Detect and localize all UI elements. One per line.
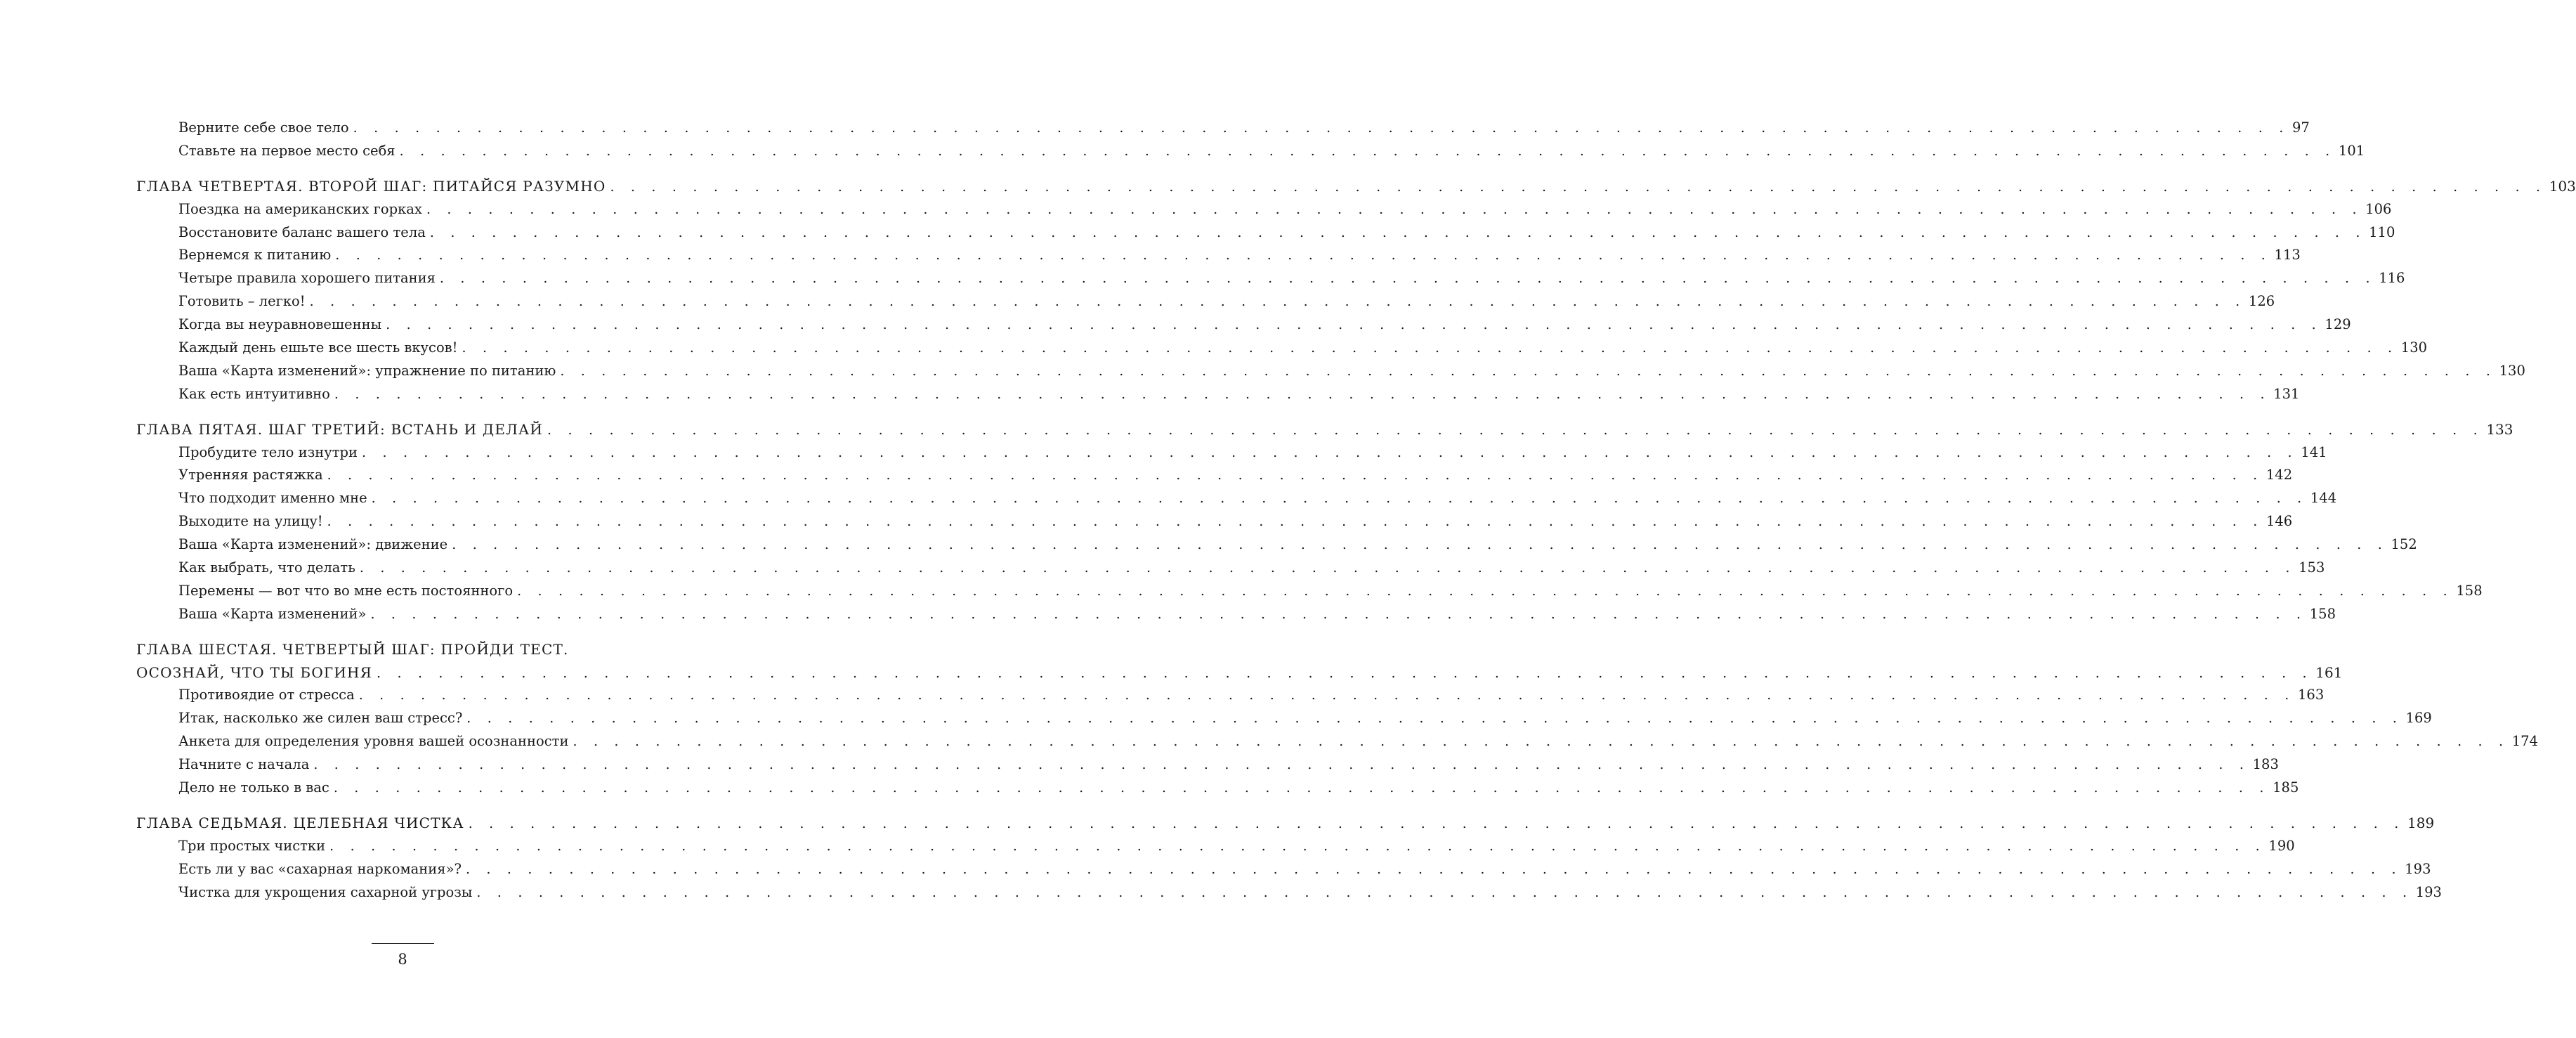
toc-entry-page: 142 bbox=[2266, 467, 2293, 484]
toc-entry-page: 193 bbox=[2415, 883, 2442, 900]
toc-entry-page: 158 bbox=[2309, 605, 2336, 622]
toc-entry-title: Ваша «Карта изменений»: упражнение по питанию bbox=[178, 362, 556, 379]
toc-entry-page: 101 bbox=[2338, 142, 2365, 159]
toc-entry-title: ГЛАВА ПЯТАЯ. ШАГ ТРЕТИЙ: ВСТАНЬ И ДЕЛАЙ bbox=[136, 420, 544, 438]
toc-entry-title: Как есть интуитивно bbox=[178, 385, 330, 402]
toc-section-entry[interactable] bbox=[136, 710, 2432, 733]
toc-entry-page: 131 bbox=[2273, 385, 2300, 402]
toc-entry-title: Ваша «Карта изменений» bbox=[178, 605, 367, 622]
toc-entry-title: Выходите на улицу! bbox=[178, 513, 323, 530]
toc-section-entry[interactable] bbox=[136, 756, 2279, 779]
toc-entry-title: Когда вы неуравновешенны bbox=[178, 316, 382, 333]
toc-section-entry[interactable] bbox=[136, 385, 2300, 409]
dot-leader: . . . . . . . . . . . . . . . . . . . . . . . . . . . . . . . . . . . . . . . . . . . . . . . . . . . . . . . . . . . . . . . . . . . . . . . . . . . . . . . . . . . . . . . . . . . . . . bbox=[468, 815, 2405, 831]
toc-entry-page: 133 bbox=[2486, 420, 2513, 438]
toc-section-entry[interactable] bbox=[136, 513, 2293, 536]
toc-entry-page: 185 bbox=[2273, 779, 2299, 796]
toc-section-entry[interactable] bbox=[136, 293, 2275, 316]
toc-entry-title: Дело не только в вас bbox=[178, 779, 329, 796]
toc-entry-title: Утренняя растяжка bbox=[178, 467, 323, 484]
dot-leader: . . . . . . . . . . . . . . . . . . . . . . . . . . . . . . . . . . . . . . . . . . . . . . . . . . . . . . . . . . . . . . . . . . . . . . . . . . . . . . . . . . . . . . . . . . . . . . bbox=[439, 271, 2376, 287]
dot-leader: . . . . . . . . . . . . . . . . . . . . . . . . . . . . . . . . . . . . . . . . . . . . . . . . . . . . . . . . . . . . . . . . . . . . . . . . . . . . . . . . . . . . . . . . . . . . . . bbox=[309, 294, 2246, 310]
toc-section-entry[interactable] bbox=[136, 536, 2417, 559]
toc-entry-title: Начните с начала bbox=[178, 756, 310, 773]
table-of-contents bbox=[136, 119, 2576, 907]
dot-leader: . . . . . . . . . . . . . . . . . . . . . . . . . . . . . . . . . . . . . . . . . . . . . . . . . . . . . . . . . . . . . . . . . . . . . . . . . . . . . . . . . . . . . . . . . . . . . . bbox=[329, 838, 2266, 854]
toc-entry-page: 113 bbox=[2274, 247, 2301, 264]
dot-leader: . . . . . . . . . . . . . . . . . . . . . . . . . . . . . . . . . . . . . . . . . . . . . . . . . . . . . . . . . . . . . . . . . . . . . . . . . . . . . . . . . . . . . . . . . . . . . . bbox=[426, 201, 2363, 217]
toc-section-entry[interactable] bbox=[136, 837, 2295, 861]
toc-chapter-entry[interactable] bbox=[136, 420, 2513, 444]
toc-entry-title: Поездка на американских горках bbox=[178, 200, 422, 217]
dot-leader: . . . . . . . . . . . . . . . . . . . . . . . . . . . . . . . . . . . . . . . . . . . . . . . . . . . . . . . . . . . . . . . . . . . . . . . . . . . . . . . . . . . . . . . . . . . . . . bbox=[560, 363, 2497, 379]
toc-entry-page: 152 bbox=[2391, 536, 2417, 553]
dot-leader: . . . . . . . . . . . . . . . . . . . . . . . . . . . . . . . . . . . . . . . . . . . . . . . . . . . . . . . . . . . . . . . . . . . . . . . . . . . . . . . . . . . . . . . . . . . . . . bbox=[353, 120, 2289, 136]
dot-leader: . . . . . . . . . . . . . . . . . . . . . . . . . . . . . . . . . . . . . . . . . . . . . . . . . . . . . . . . . . . . . . . . . . . . . . . . . . . . . . . . . . . . . . . . . . . . . . bbox=[371, 491, 2308, 507]
toc-section-entry[interactable] bbox=[136, 119, 2310, 143]
toc-entry-title: Готовить – легко! bbox=[178, 293, 306, 310]
toc-entry-title: ОСОЗНАЙ, ЧТО ТЫ БОГИНЯ bbox=[136, 663, 372, 681]
toc-entry-title: Вернемся к питанию bbox=[178, 247, 332, 264]
toc-entry-title: Четыре правила хорошего питания bbox=[178, 270, 436, 287]
toc-entry-page: 193 bbox=[2405, 860, 2431, 877]
toc-entry-title: Противоядие от стресса bbox=[178, 687, 355, 703]
toc-entry-page: 153 bbox=[2299, 559, 2325, 576]
footer-rule bbox=[372, 943, 434, 944]
dot-leader: . . . . . . . . . . . . . . . . . . . . . . . . . . . . . . . . . . . . . . . . . . . . . . . . . . . . . . . . . . . . . . . . . . . . . . . . . . . . . . . . . . . . . . . . . . . . . . bbox=[573, 734, 2509, 750]
dot-leader: . . . . . . . . . . . . . . . . . . . . . . . . . . . . . . . . . . . . . . . . . . . . . . . . . . . . . . . . . . . . . . . . . . . . . . . . . . . . . . . . . . . . . . . . . . . . . . bbox=[377, 665, 2313, 681]
dot-leader: . . . . . . . . . . . . . . . . . . . . . . . . . . . . . . . . . . . . . . . . . . . . . . . . . . . . . . . . . . . . . . . . . . . . . . . . . . . . . . . . . . . . . . . . . . . . . . bbox=[313, 757, 2250, 773]
toc-entry-title: Пробудите тело изнутри bbox=[178, 443, 358, 460]
toc-entry-page: 126 bbox=[2248, 293, 2275, 310]
dot-leader: . . . . . . . . . . . . . . . . . . . . . . . . . . . . . . . . . . . . . . . . . . . . . . . . . . . . . . . . . . . . . . . . . . . . . . . . . . . . . . . . . . . . . . . . . . . . . . bbox=[335, 247, 2272, 264]
toc-entry-title: Итак, насколько же силен ваш стресс? bbox=[178, 710, 463, 727]
dot-leader: . . . . . . . . . . . . . . . . . . . . . . . . . . . . . . . . . . . . . . . . . . . . . . . . . . . . . . . . . . . . . . . . . . . . . . . . . . . . . . . . . . . . . . . . . . . . . . bbox=[466, 711, 2403, 727]
toc-section-entry[interactable] bbox=[136, 467, 2293, 490]
toc-entry-page: 146 bbox=[2266, 513, 2293, 530]
toc-entry-page: 130 bbox=[2400, 339, 2428, 356]
toc-entry-page: 183 bbox=[2252, 756, 2279, 773]
toc-entry-title: Верните себе свое тело bbox=[178, 119, 349, 136]
toc-section-entry[interactable] bbox=[136, 362, 2525, 386]
toc-entry-title: Восстановите баланс вашего тела bbox=[178, 223, 426, 240]
toc-entry-page: 103 bbox=[2549, 177, 2576, 195]
dot-leader: . . . . . . . . . . . . . . . . . . . . . . . . . . . . . . . . . . . . . . . . . . . . . . . . . . . . . . . . . . . . . . . . . . . . . . . . . . . . . . . . . . . . . . . . . . . . . . bbox=[465, 861, 2402, 877]
dot-leader: . . . . . . . . . . . . . . . . . . . . . . . . . . . . . . . . . . . . . . . . . . . . . . . . . . . . . . . . . . . . . . . . . . . . . . . . . . . . . . . . . . . . . . . . . . . . . . bbox=[333, 780, 2270, 796]
toc-section-entry[interactable] bbox=[136, 582, 2483, 606]
dot-leader: . . . . . . . . . . . . . . . . . . . . . . . . . . . . . . . . . . . . . . . . . . . . . . . . . . . . . . . . . . . . . . . . . . . . . . . . . . . . . . . . . . . . . . . . . . . . . . bbox=[334, 386, 2271, 402]
toc-entry-title: Перемены — вот что во мне есть постоянного bbox=[178, 582, 514, 599]
toc-entry-title: ГЛАВА ШЕСТАЯ. ЧЕТВЕРТЫЙ ШАГ: ПРОЙДИ ТЕСТ. bbox=[136, 640, 569, 658]
toc-section-entry[interactable] bbox=[136, 860, 2431, 884]
dot-leader: . . . . . . . . . . . . . . . . . . . . . . . . . . . . . . . . . . . . . . . . . . . . . . . . . . . . . . . . . . . . . . . . . . . . . . . . . . . . . . . . . . . . . . . . . . . . . . bbox=[362, 444, 2299, 460]
page-number: 8 bbox=[398, 951, 407, 968]
dot-leader: . . . . . . . . . . . . . . . . . . . . . . . . . . . . . . . . . . . . . . . . . . . . . . . . . . . . . . . . . . . . . . . . . . . . . . . . . . . . . . . . . . . . . . . . . . . . . . bbox=[476, 884, 2413, 900]
toc-entry-title: Три простых чистки bbox=[178, 837, 326, 854]
dot-leader: . . . . . . . . . . . . . . . . . . . . . . . . . . . . . . . . . . . . . . . . . . . . . . . . . . . . . . . . . . . . . . . . . . . . . . . . . . . . . . . . . . . . . . . . . . . . . . bbox=[429, 224, 2367, 240]
toc-entry-title: Есть ли у вас «сахарная наркомания»? bbox=[178, 860, 462, 877]
toc-entry-page: 106 bbox=[2365, 200, 2392, 217]
toc-section-entry[interactable] bbox=[136, 779, 2299, 803]
dot-leader: . . . . . . . . . . . . . . . . . . . . . . . . . . . . . . . . . . . . . . . . . . . . . . . . . . . . . . . . . . . . . . . . . . . . . . . . . . . . . . . . . . . . . . . . . . . . . . bbox=[399, 143, 2336, 159]
toc-section-entry[interactable] bbox=[136, 270, 2405, 293]
toc-section-entry[interactable] bbox=[136, 200, 2392, 224]
toc-chapter-entry[interactable] bbox=[136, 814, 2435, 838]
toc-entry-title: Что подходит именно мне bbox=[178, 490, 367, 507]
toc-entry-page: 116 bbox=[2379, 270, 2405, 287]
toc-section-entry[interactable] bbox=[136, 142, 2365, 166]
dot-leader: . . . . . . . . . . . . . . . . . . . . . . . . . . . . . . . . . . . . . . . . . . . . . . . . . . . . . . . . . . . . . . . . . . . . . . . . . . . . . . . . . . . . . . . . . . . . . . bbox=[359, 560, 2296, 576]
toc-entry-page: 129 bbox=[2325, 316, 2351, 333]
toc-section-entry[interactable] bbox=[136, 559, 2325, 583]
dot-leader: . . . . . . . . . . . . . . . . . . . . . . . . . . . . . . . . . . . . . . . . . . . . . . . . . . . . . . . . . . . . . . . . . . . . . . . . . . . . . . . . . . . . . . . . . . . . . . bbox=[358, 687, 2295, 703]
toc-section-entry[interactable] bbox=[136, 883, 2442, 907]
toc-section-entry[interactable] bbox=[136, 490, 2337, 513]
dot-leader: . . . . . . . . . . . . . . . . . . . . . . . . . . . . . . . . . . . . . . . . . . . . . . . . . . . . . . . . . . . . . . . . . . . . . . . . . . . . . . . . . . . . . . . . . . . . . . bbox=[547, 422, 2484, 438]
toc-entry-page: 97 bbox=[2291, 119, 2310, 136]
toc-entry-page: 174 bbox=[2511, 733, 2538, 750]
dot-leader: . . . . . . . . . . . . . . . . . . . . . . . . . . . . . . . . . . . . . . . . . . . . . . . . . . . . . . . . . . . . . . . . . . . . . . . . . . . . . . . . . . . . . . . . . . . . . . bbox=[610, 179, 2546, 195]
toc-section-entry[interactable] bbox=[136, 605, 2336, 629]
toc-entry-page: 144 bbox=[2310, 490, 2337, 507]
dot-leader: . . . . . . . . . . . . . . . . . . . . . . . . . . . . . . . . . . . . . . . . . . . . . . . . . . . . . . . . . . . . . . . . . . . . . . . . . . . . . . . . . . . . . . . . . . . . . . bbox=[452, 537, 2388, 553]
toc-entry-title: Ставьте на первое место себя bbox=[178, 142, 395, 159]
toc-entry-page: 110 bbox=[2369, 223, 2395, 240]
toc-entry-page: 161 bbox=[2315, 663, 2343, 681]
dot-leader: . . . . . . . . . . . . . . . . . . . . . . . . . . . . . . . . . . . . . . . . . . . . . . . . . . . . . . . . . . . . . . . . . . . . . . . . . . . . . . . . . . . . . . . . . . . . . . bbox=[462, 340, 2398, 356]
dot-leader: . . . . . . . . . . . . . . . . . . . . . . . . . . . . . . . . . . . . . . . . . . . . . . . . . . . . . . . . . . . . . . . . . . . . . . . . . . . . . . . . . . . . . . . . . . . . . . bbox=[370, 606, 2307, 622]
toc-entry-page: 169 bbox=[2405, 710, 2432, 727]
toc-entry-page: 190 bbox=[2268, 837, 2295, 854]
toc-entry-title: Анкета для определения уровня вашей осознанности bbox=[178, 733, 569, 750]
toc-entry-title: Как выбрать, что делать bbox=[178, 559, 355, 576]
toc-entry-page: 130 bbox=[2499, 362, 2525, 379]
toc-section-entry[interactable] bbox=[136, 223, 2395, 247]
toc-section-entry[interactable] bbox=[136, 339, 2428, 363]
toc-section-entry[interactable] bbox=[136, 443, 2327, 467]
toc-entry-page: 189 bbox=[2407, 814, 2435, 831]
toc-section-entry[interactable] bbox=[136, 733, 2538, 756]
toc-chapter-entry[interactable] bbox=[136, 177, 2576, 201]
toc-section-entry[interactable] bbox=[136, 687, 2325, 710]
toc-section-entry[interactable] bbox=[136, 247, 2301, 270]
dot-leader: . . . . . . . . . . . . . . . . . . . . . . . . . . . . . . . . . . . . . . . . . . . . . . . . . . . . . . . . . . . . . . . . . . . . . . . . . . . . . . . . . . . . . . . . . . . . . . bbox=[517, 583, 2454, 599]
dot-leader: . . . . . . . . . . . . . . . . . . . . . . . . . . . . . . . . . . . . . . . . . . . . . . . . . . . . . . . . . . . . . . . . . . . . . . . . . . . . . . . . . . . . . . . . . . . . . . bbox=[327, 514, 2263, 530]
toc-chapter-entry[interactable] bbox=[136, 641, 672, 664]
toc-entry-page: 163 bbox=[2298, 687, 2325, 703]
toc-section-entry[interactable] bbox=[136, 316, 2351, 339]
dot-leader: . . . . . . . . . . . . . . . . . . . . . . . . . . . . . . . . . . . . . . . . . . . . . . . . . . . . . . . . . . . . . . . . . . . . . . . . . . . . . . . . . . . . . . . . . . . . . . bbox=[386, 317, 2322, 333]
toc-entry-page: 158 bbox=[2456, 582, 2483, 599]
toc-chapter-entry[interactable] bbox=[136, 663, 2343, 687]
toc-entry-title: Ваша «Карта изменений»: движение bbox=[178, 536, 448, 553]
toc-entry-title: Чистка для укрощения сахарной угрозы bbox=[178, 883, 473, 900]
toc-entry-page: 141 bbox=[2301, 443, 2327, 460]
toc-entry-title: ГЛАВА СЕДЬМАЯ. ЦЕЛЕБНАЯ ЧИСТКА bbox=[136, 814, 464, 831]
toc-entry-title: Каждый день ешьте все шесть вкусов! bbox=[178, 339, 458, 356]
dot-leader: . . . . . . . . . . . . . . . . . . . . . . . . . . . . . . . . . . . . . . . . . . . . . . . . . . . . . . . . . . . . . . . . . . . . . . . . . . . . . . . . . . . . . . . . . . . . . . bbox=[327, 467, 2263, 484]
toc-entry-title: ГЛАВА ЧЕТВЕРТАЯ. ВТОРОЙ ШАГ: ПИТАЙСЯ РАЗУМНО bbox=[136, 177, 606, 195]
